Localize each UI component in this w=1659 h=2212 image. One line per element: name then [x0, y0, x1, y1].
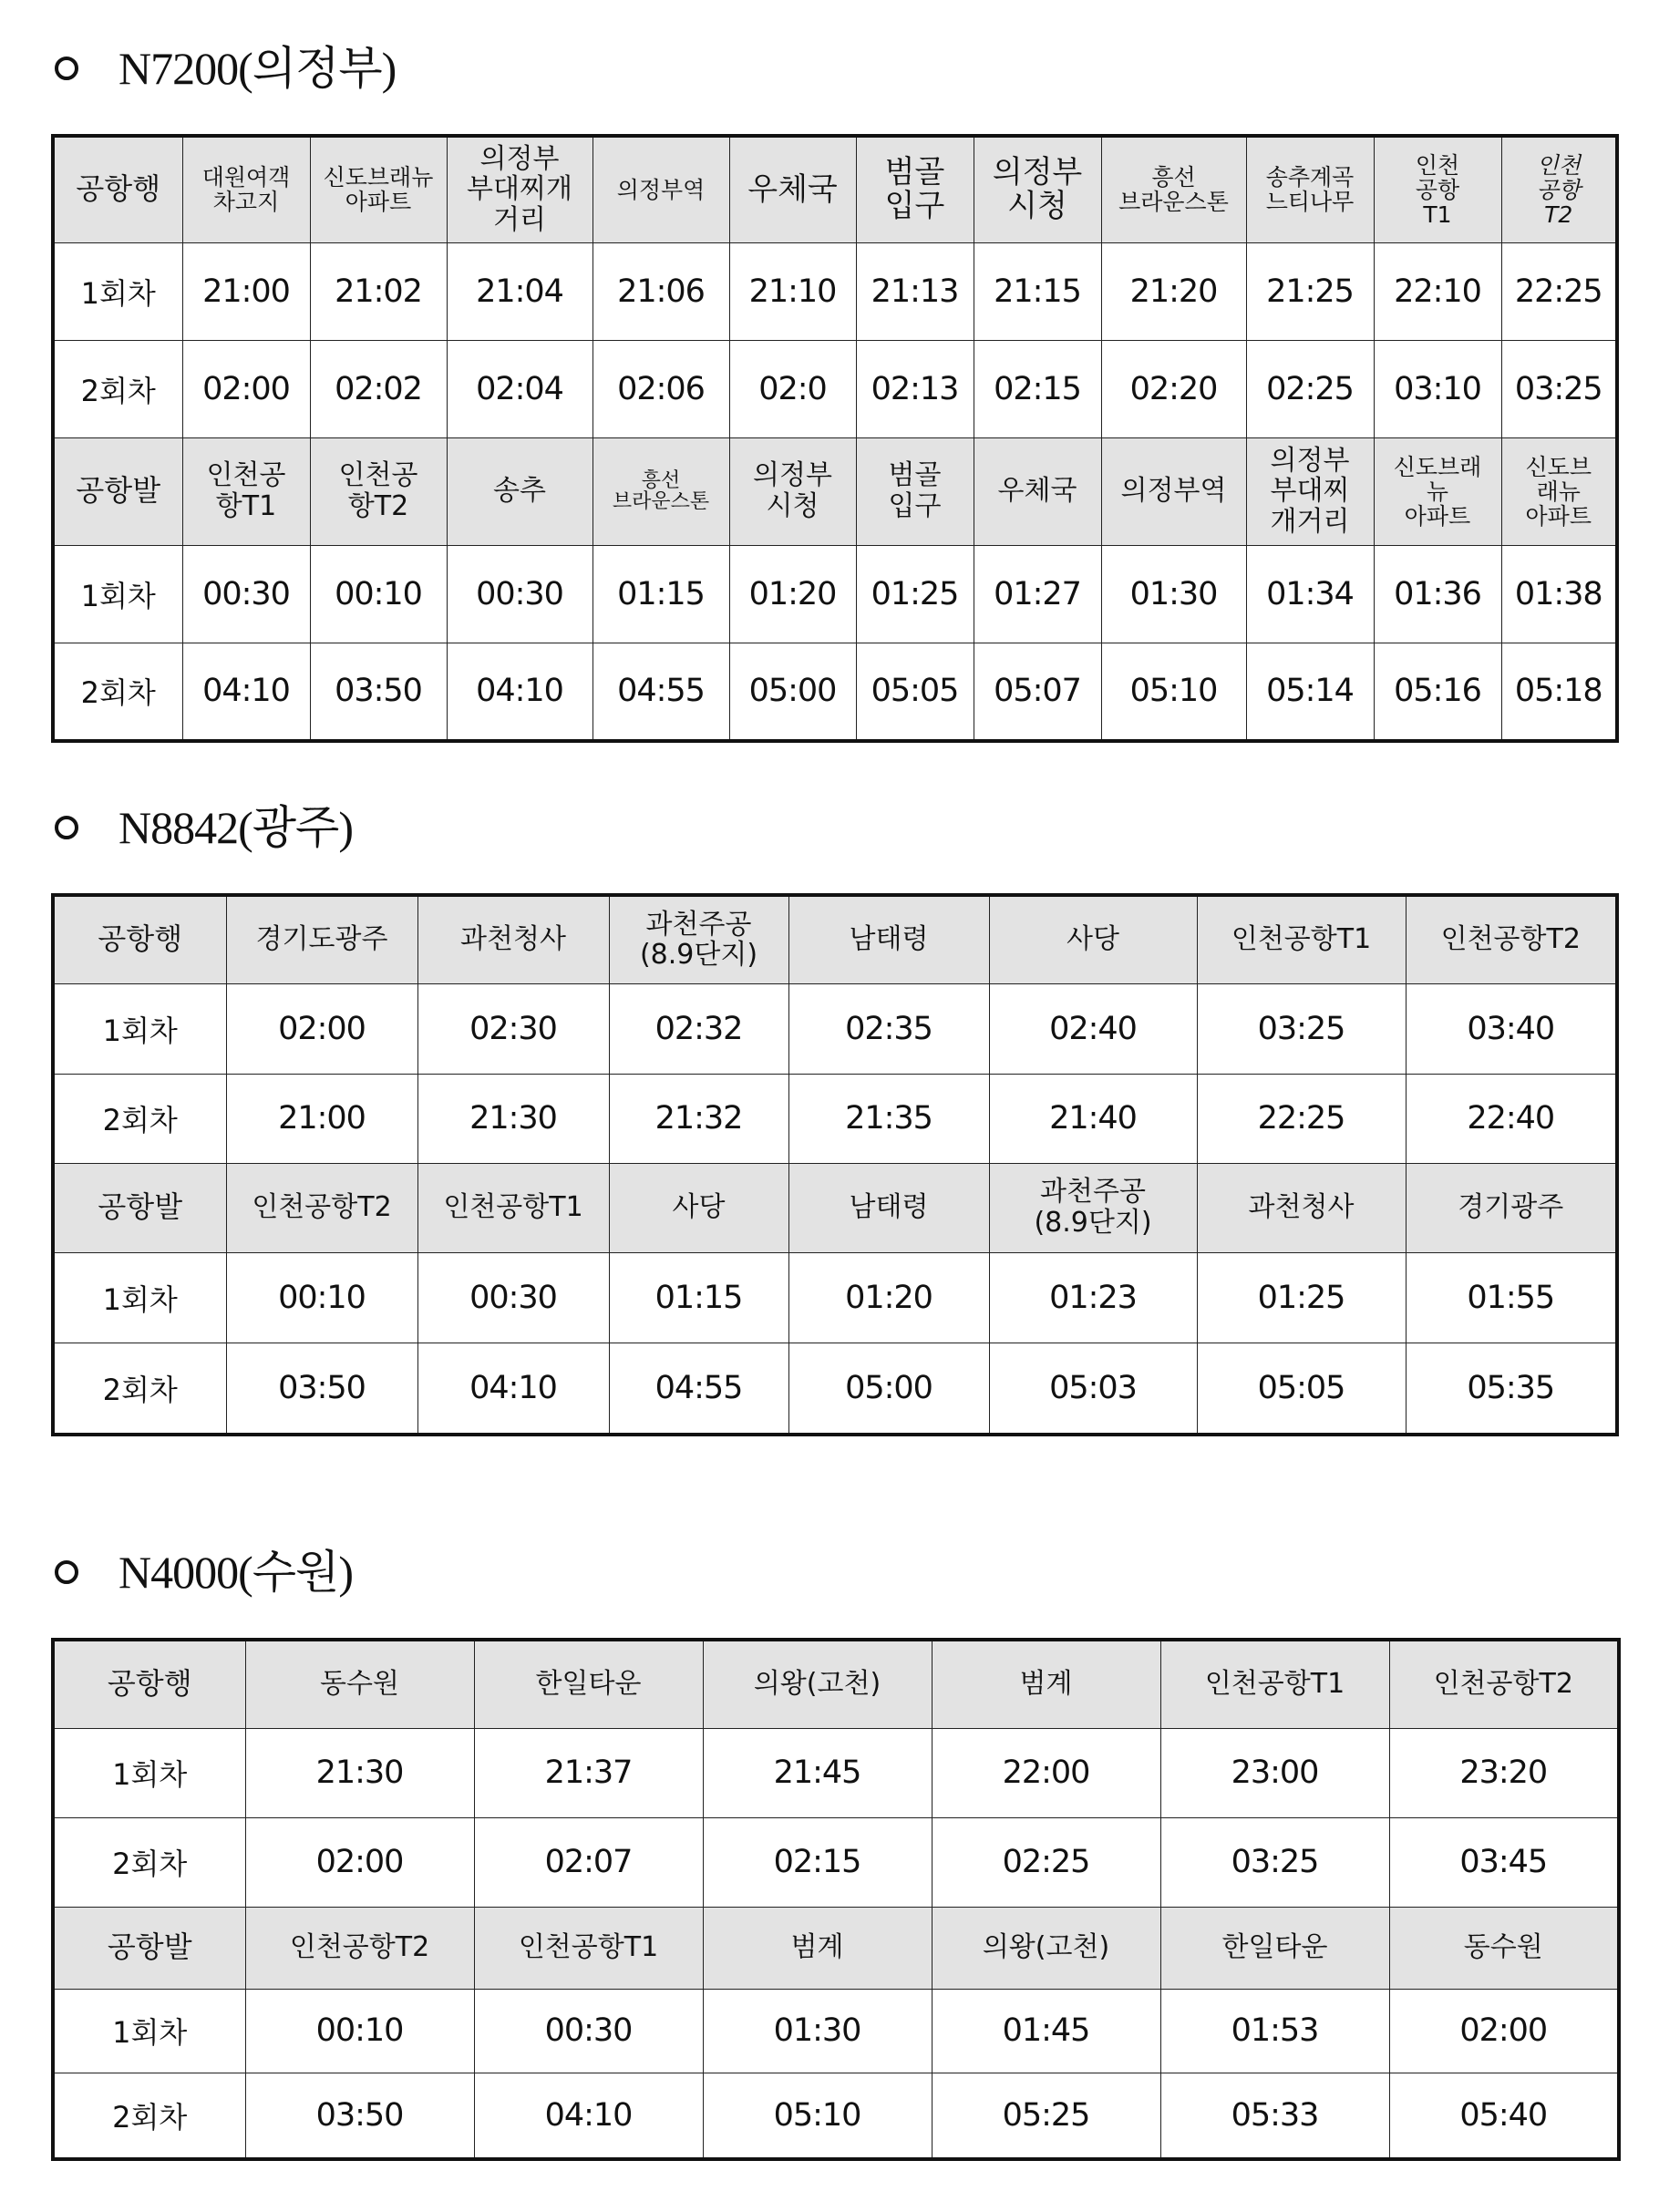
- stop-header: 흥선 브라운스톤: [592, 437, 729, 545]
- time-cell: 02:00: [226, 983, 417, 1074]
- stop-header: 한일타운: [474, 1640, 703, 1728]
- direction-label: 공항발: [53, 1163, 226, 1252]
- time-cell: 21:20: [1101, 242, 1246, 340]
- stop-header: 경기광주: [1406, 1163, 1617, 1252]
- stop-header: 인천공항T2: [1406, 895, 1617, 983]
- time-cell: 00:30: [417, 1252, 609, 1343]
- stop-header: 신도브 래뉴 아파트: [1501, 437, 1617, 545]
- time-cell: 04:10: [417, 1343, 609, 1435]
- time-cell: 01:20: [729, 545, 856, 643]
- time-cell: 21:37: [474, 1728, 703, 1817]
- time-cell: 23:00: [1160, 1728, 1389, 1817]
- time-cell: 02:00: [182, 340, 310, 437]
- time-cell: 02:0: [729, 340, 856, 437]
- header-row-to-airport: [53, 895, 1617, 983]
- time-cell: 05:40: [1389, 2073, 1619, 2159]
- stop-header: 과천주공 (8.9단지): [989, 1163, 1197, 1252]
- time-cell: 02:07: [474, 1817, 703, 1907]
- run-label: 1회차: [53, 1728, 245, 1817]
- time-cell: 02:30: [417, 983, 609, 1074]
- header-row-from-airport: [53, 1907, 1619, 1989]
- run-row: [53, 2073, 1619, 2159]
- time-cell: 03:25: [1501, 340, 1617, 437]
- stop-header: 동수원: [1389, 1907, 1619, 1989]
- time-cell: 03:50: [226, 1343, 417, 1435]
- time-cell: 21:45: [703, 1728, 932, 1817]
- timetable-n7200: [51, 134, 1619, 743]
- stop-header: 사당: [989, 895, 1197, 983]
- stop-header: 인천공항T1: [1160, 1640, 1389, 1728]
- stop-header: 범골 입구: [856, 437, 974, 545]
- time-cell: 02:06: [592, 340, 729, 437]
- time-cell: 01:45: [932, 1989, 1160, 2073]
- stop-header: 인천공항T2: [1389, 1640, 1619, 1728]
- time-cell: 21:30: [417, 1074, 609, 1163]
- run-label: 2회차: [53, 643, 182, 741]
- direction-label: 공항발: [53, 1907, 245, 1989]
- time-cell: 03:50: [310, 643, 447, 741]
- stop-header: 의정부 부대찌개 거리: [447, 136, 592, 242]
- timetable-n8842: [51, 893, 1619, 1436]
- time-cell: 21:04: [447, 242, 592, 340]
- time-cell: 02:25: [932, 1817, 1160, 1907]
- stop-header: 의정부 부대찌 개거리: [1246, 437, 1374, 545]
- stop-header: 동수원: [245, 1640, 474, 1728]
- time-cell: 03:50: [245, 2073, 474, 2159]
- time-cell: 03:40: [1406, 983, 1617, 1074]
- time-cell: 01:55: [1406, 1252, 1617, 1343]
- time-cell: 03:45: [1389, 1817, 1619, 1907]
- time-cell: 05:14: [1246, 643, 1374, 741]
- time-cell: 21:00: [182, 242, 310, 340]
- time-cell: 05:10: [1101, 643, 1246, 741]
- run-label: 2회차: [53, 1817, 245, 1907]
- time-cell: 01:15: [592, 545, 729, 643]
- stop-header: 과천청사: [417, 895, 609, 983]
- time-cell: 23:20: [1389, 1728, 1619, 1817]
- run-row: [53, 643, 1617, 741]
- stop-header: 의정부 시청: [729, 437, 856, 545]
- header-row-to-airport: [53, 136, 1617, 242]
- stop-header: 의왕(고천): [932, 1907, 1160, 1989]
- time-cell: 02:02: [310, 340, 447, 437]
- stop-header: 인천공항T1: [1197, 895, 1406, 983]
- time-cell: 02:40: [989, 983, 1197, 1074]
- stop-header: 송추계곡 느티나무: [1246, 136, 1374, 242]
- circle-bullet-icon: [55, 816, 78, 839]
- stop-header: 흥선 브라운스톤: [1101, 136, 1246, 242]
- run-row: [53, 1728, 1619, 1817]
- time-cell: 05:35: [1406, 1343, 1617, 1435]
- time-cell: 05:00: [788, 1343, 989, 1435]
- time-cell: 21:25: [1246, 242, 1374, 340]
- time-cell: 21:40: [989, 1074, 1197, 1163]
- time-cell: 01:15: [609, 1252, 788, 1343]
- run-row: [53, 1817, 1619, 1907]
- time-cell: 02:04: [447, 340, 592, 437]
- time-cell: 01:38: [1501, 545, 1617, 643]
- time-cell: 05:03: [989, 1343, 1197, 1435]
- time-cell: 01:53: [1160, 1989, 1389, 2073]
- time-cell: 03:10: [1374, 340, 1501, 437]
- time-cell: 01:25: [856, 545, 974, 643]
- time-cell: 01:25: [1197, 1252, 1406, 1343]
- stop-header: 인천공 항T1: [182, 437, 310, 545]
- time-cell: 02:00: [245, 1817, 474, 1907]
- stop-header: 신도브래 뉴 아파트: [1374, 437, 1501, 545]
- time-cell: 21:15: [974, 242, 1101, 340]
- section-title-text: N7200(의정부): [118, 43, 397, 94]
- time-cell: 04:10: [447, 643, 592, 741]
- run-label: 2회차: [53, 1074, 226, 1163]
- time-cell: 21:13: [856, 242, 974, 340]
- time-cell: 02:15: [703, 1817, 932, 1907]
- time-cell: 05:18: [1501, 643, 1617, 741]
- stop-header: 인천공항T2: [226, 1163, 417, 1252]
- time-cell: 22:10: [1374, 242, 1501, 340]
- stop-header: 의정부역: [1101, 437, 1246, 545]
- time-cell: 21:32: [609, 1074, 788, 1163]
- run-label: 1회차: [53, 545, 182, 643]
- time-cell: 22:40: [1406, 1074, 1617, 1163]
- stop-header: 의정부역: [592, 136, 729, 242]
- stop-header: 범계: [932, 1640, 1160, 1728]
- time-cell: 01:23: [989, 1252, 1197, 1343]
- time-cell: 22:00: [932, 1728, 1160, 1817]
- time-cell: 01:30: [703, 1989, 932, 2073]
- stop-header: 인천공항T1: [474, 1907, 703, 1989]
- time-cell: 00:30: [447, 545, 592, 643]
- time-cell: 22:25: [1197, 1074, 1406, 1163]
- header-row-from-airport: [53, 437, 1617, 545]
- run-label: 1회차: [53, 1252, 226, 1343]
- time-cell: 05:05: [1197, 1343, 1406, 1435]
- stop-header: 인천공 항T2: [310, 437, 447, 545]
- time-cell: 02:35: [788, 983, 989, 1074]
- section-title-n4000: [55, 1547, 354, 1598]
- time-cell: 05:25: [932, 2073, 1160, 2159]
- stop-header: 인천 공항 T2: [1501, 136, 1617, 242]
- time-cell: 04:55: [609, 1343, 788, 1435]
- time-cell: 04:55: [592, 643, 729, 741]
- run-row: [53, 545, 1617, 643]
- time-cell: 04:10: [474, 2073, 703, 2159]
- time-cell: 01:36: [1374, 545, 1501, 643]
- direction-label: 공항행: [53, 1640, 245, 1728]
- run-row: [53, 1074, 1617, 1163]
- time-cell: 03:25: [1197, 983, 1406, 1074]
- time-cell: 04:10: [182, 643, 310, 741]
- run-row: [53, 1343, 1617, 1435]
- time-cell: 05:05: [856, 643, 974, 741]
- time-cell: 00:10: [226, 1252, 417, 1343]
- time-cell: 21:35: [788, 1074, 989, 1163]
- stop-header: 송추: [447, 437, 592, 545]
- run-row: [53, 340, 1617, 437]
- stop-header: 범계: [703, 1907, 932, 1989]
- stop-header: 사당: [609, 1163, 788, 1252]
- stop-header: 우체국: [729, 136, 856, 242]
- stop-header: 우체국: [974, 437, 1101, 545]
- section-title-n7200: [55, 43, 397, 94]
- section-title-text: N8842(광주): [118, 802, 354, 853]
- time-cell: 00:30: [182, 545, 310, 643]
- direction-label: 공항행: [53, 136, 182, 242]
- stop-header: 인천공항T2: [245, 1907, 474, 1989]
- time-cell: 21:00: [226, 1074, 417, 1163]
- stop-header: 과천주공 (8.9단지): [609, 895, 788, 983]
- stop-header: 대원여객 차고지: [182, 136, 310, 242]
- time-cell: 02:25: [1246, 340, 1374, 437]
- time-cell: 05:16: [1374, 643, 1501, 741]
- time-cell: 02:00: [1389, 1989, 1619, 2073]
- stop-header: 과천청사: [1197, 1163, 1406, 1252]
- header-row-from-airport: [53, 1163, 1617, 1252]
- stop-header: 한일타운: [1160, 1907, 1389, 1989]
- time-cell: 21:10: [729, 242, 856, 340]
- stop-header: 범골 입구: [856, 136, 974, 242]
- time-cell: 21:06: [592, 242, 729, 340]
- run-label: 2회차: [53, 340, 182, 437]
- time-cell: 01:20: [788, 1252, 989, 1343]
- run-label: 2회차: [53, 1343, 226, 1435]
- stop-header: 경기도광주: [226, 895, 417, 983]
- time-cell: 00:10: [245, 1989, 474, 2073]
- direction-label: 공항행: [53, 895, 226, 983]
- time-cell: 02:20: [1101, 340, 1246, 437]
- time-cell: 05:07: [974, 643, 1101, 741]
- time-cell: 21:02: [310, 242, 447, 340]
- direction-label: 공항발: [53, 437, 182, 545]
- section-title-text: N4000(수원): [118, 1547, 354, 1598]
- run-row: [53, 983, 1617, 1074]
- stop-header: 의왕(고천): [703, 1640, 932, 1728]
- run-label: 1회차: [53, 242, 182, 340]
- time-cell: 02:32: [609, 983, 788, 1074]
- time-cell: 02:13: [856, 340, 974, 437]
- time-cell: 01:34: [1246, 545, 1374, 643]
- run-label: 2회차: [53, 2073, 245, 2159]
- run-row: [53, 1252, 1617, 1343]
- run-row: [53, 1989, 1619, 2073]
- time-cell: 05:10: [703, 2073, 932, 2159]
- time-cell: 00:30: [474, 1989, 703, 2073]
- timetable-n4000: [51, 1638, 1621, 2161]
- stop-header: 신도브래뉴 아파트: [310, 136, 447, 242]
- time-cell: 05:00: [729, 643, 856, 741]
- section-title-n8842: [55, 802, 354, 853]
- circle-bullet-icon: [55, 57, 78, 80]
- time-cell: 05:33: [1160, 2073, 1389, 2159]
- circle-bullet-icon: [55, 1560, 78, 1584]
- header-row-to-airport: [53, 1640, 1619, 1728]
- run-label: 1회차: [53, 1989, 245, 2073]
- time-cell: 03:25: [1160, 1817, 1389, 1907]
- time-cell: 01:27: [974, 545, 1101, 643]
- time-cell: 00:10: [310, 545, 447, 643]
- stop-header: 인천공항T1: [417, 1163, 609, 1252]
- run-label: 1회차: [53, 983, 226, 1074]
- stop-header: 의정부 시청: [974, 136, 1101, 242]
- time-cell: 21:30: [245, 1728, 474, 1817]
- stop-header: 인천 공항 T1: [1374, 136, 1501, 242]
- stop-header: 남태령: [788, 1163, 989, 1252]
- stop-header: 남태령: [788, 895, 989, 983]
- time-cell: 01:30: [1101, 545, 1246, 643]
- time-cell: 02:15: [974, 340, 1101, 437]
- run-row: [53, 242, 1617, 340]
- time-cell: 22:25: [1501, 242, 1617, 340]
